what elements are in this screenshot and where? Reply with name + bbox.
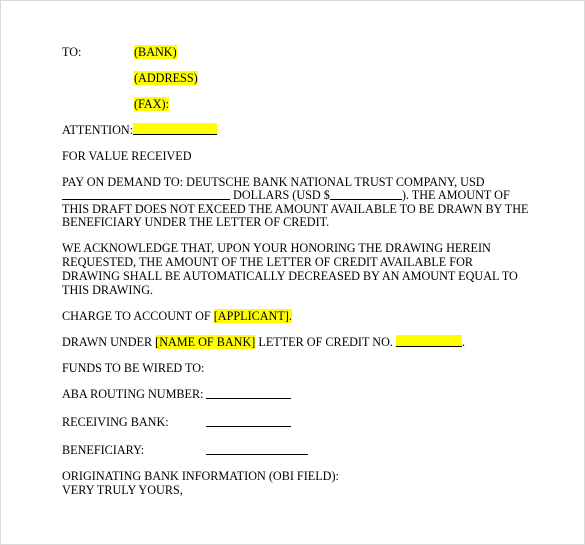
drawn-tail: LETTER OF CREDIT NO.: [258, 335, 393, 349]
to-label: TO:: [62, 45, 82, 59]
demand-line-3: THIS DRAFT DOES NOT EXCEED THE AMOUNT AVAILABLE TO BE DRAWN BY THE: [62, 202, 529, 216]
acknowledge-line-4: THIS DRAWING.: [62, 283, 154, 297]
charge-line: [62, 309, 292, 323]
attention-line: [62, 123, 217, 137]
funds-wired: FUNDS TO BE WIRED TO:: [62, 361, 205, 375]
amount-usd-blank[interactable]: [330, 188, 402, 200]
beneficiary-blank[interactable]: [206, 443, 308, 455]
credit-number-blank[interactable]: [396, 335, 462, 347]
name-of-bank-placeholder: [NAME OF BANK]: [155, 335, 256, 349]
receiving-bank-label: RECEIVING BANK:: [62, 415, 169, 429]
attention-label: ATTENTION:: [62, 123, 134, 137]
aba-blank[interactable]: [206, 387, 291, 399]
acknowledge-line-3: DRAWING SHALL BE AUTOMATICALLY DECREASED BY AN AMOUNT EQUAL TO: [62, 269, 518, 283]
drawn-label: DRAWN UNDER: [62, 335, 153, 349]
charge-label: CHARGE TO ACCOUNT OF: [62, 309, 211, 323]
demand-line-1: PAY ON DEMAND TO: DEUTSCHE BANK NATIONAL TRUST COMPANY, USD: [62, 175, 485, 189]
attention-blank[interactable]: [133, 123, 217, 135]
aba-label: ABA ROUTING NUMBER:: [62, 387, 204, 401]
amount-words-blank[interactable]: [62, 188, 230, 200]
fax-placeholder: (FAX):: [134, 97, 169, 111]
beneficiary-label: BENEFICIARY:: [62, 443, 145, 457]
obi-label: ORIGINATING BANK INFORMATION (OBI FIELD):: [62, 469, 339, 483]
applicant-placeholder: [APPLICANT].: [213, 309, 292, 323]
demand-line-4: BENEFICIARY UNDER THE LETTER OF CREDIT.: [62, 215, 330, 229]
demand-line-2: DOLLARS (USD $ ). THE AMOUNT OF: [62, 188, 510, 202]
acknowledge-line-1: WE ACKNOWLEDGE THAT, UPON YOUR HONORING THE DRAWING HEREIN: [62, 241, 491, 255]
value-received: FOR VALUE RECEIVED: [62, 149, 192, 163]
bank-placeholder: (BANK): [134, 45, 177, 59]
receiving-bank-blank[interactable]: [206, 415, 291, 427]
address-placeholder: (ADDRESS): [134, 71, 198, 85]
acknowledge-line-2: REQUESTED, THE AMOUNT OF THE LETTER OF CREDIT AVAILABLE FOR: [62, 255, 474, 269]
drawn-line: DRAWN UNDER [NAME OF BANK] LETTER OF CREDIT NO. .: [62, 335, 466, 349]
closing: VERY TRULY YOURS,: [62, 483, 183, 497]
